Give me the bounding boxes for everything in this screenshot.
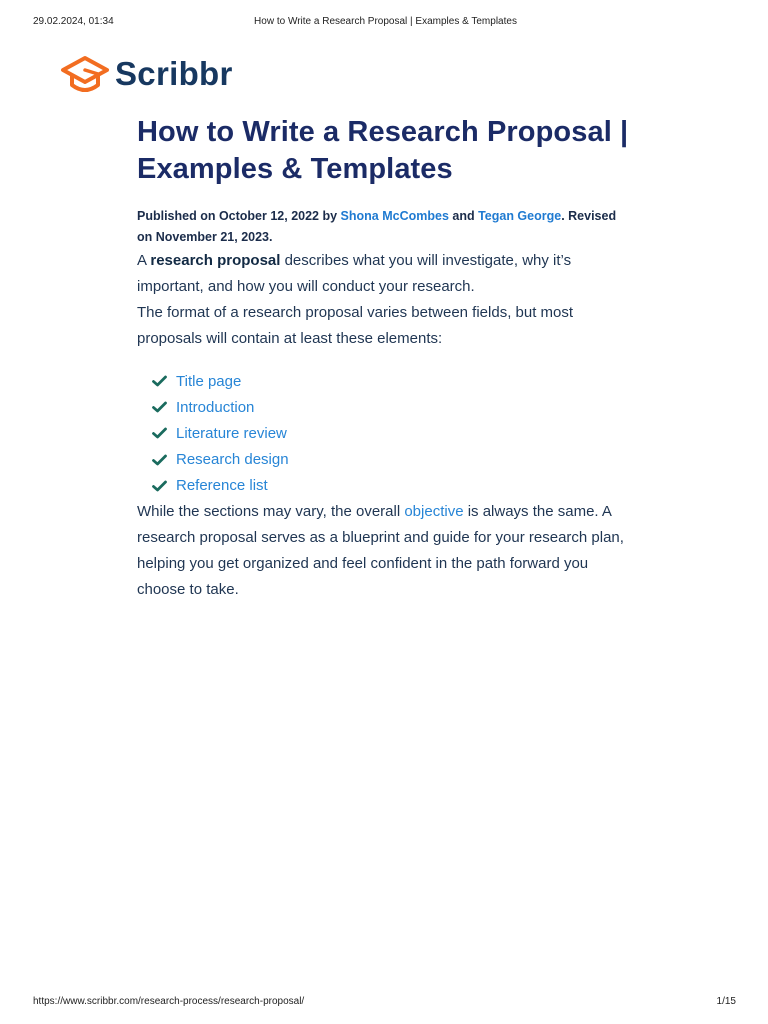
list-item (137, 394, 633, 420)
list-item (137, 473, 633, 499)
article (137, 114, 633, 603)
format-paragraph: The format of a research proposal varies between fields, but most proposals will contain at least these elements: (137, 304, 574, 347)
closing-paragraph (137, 499, 633, 603)
list-item (137, 368, 633, 394)
graduation-cap-icon (60, 55, 110, 95)
print-doc-title: How to Write a Research Proposal | Examples & Templates (254, 16, 517, 27)
revised-date: . Revised on November 21, 2023. (137, 209, 617, 244)
intro-prefix: A (137, 252, 151, 269)
element-link-title-page[interactable]: Title page (176, 372, 242, 390)
intro-bold-term: research proposal (150, 252, 281, 269)
intro-suffix: describes what you will investigate, why it’s important, and how you will conduct your research. (137, 252, 572, 295)
element-link-reference-list[interactable]: Reference list (176, 477, 268, 495)
scribbr-logo[interactable] (60, 55, 233, 95)
element-link-literature-review[interactable]: Literature review (176, 424, 287, 442)
page-number: 1/15 (716, 996, 736, 1007)
closing-prefix: While the sections may vary, the overall (137, 502, 405, 520)
print-footer (33, 996, 736, 1010)
article-title: How to Write a Research Proposal | Examples & Templates (137, 116, 629, 185)
published-date: Published on October 12, 2022 by (137, 209, 341, 223)
byline (137, 206, 633, 248)
element-link-research-design[interactable]: Research design (176, 451, 289, 469)
print-header (33, 16, 738, 30)
print-date: 29.02.2024, 01:34 (33, 16, 114, 27)
check-icon (152, 480, 167, 492)
brand-name: Scribbr (115, 55, 233, 92)
list-item (137, 420, 633, 446)
intro-paragraph (137, 248, 633, 300)
author-link-tegan[interactable]: Tegan George (478, 209, 562, 223)
author-link-shona[interactable]: Shona McCombes (340, 209, 449, 223)
print-url: https://www.scribbr.com/research-process/research-proposal/ (33, 996, 305, 1007)
byline-and: and (448, 209, 479, 223)
check-icon (152, 375, 167, 387)
check-icon (152, 454, 167, 466)
list-item (137, 447, 633, 473)
closing-suffix: is always the same. A research proposal serves as a blueprint and guide for your research plan, helping you get organized and feel confident in the path forward you choose to take. (137, 502, 624, 598)
check-icon (152, 427, 167, 439)
check-icon (152, 401, 167, 413)
objective-link[interactable]: objective (404, 502, 464, 520)
elements-checklist (137, 368, 633, 499)
element-link-introduction[interactable]: Introduction (176, 398, 255, 416)
